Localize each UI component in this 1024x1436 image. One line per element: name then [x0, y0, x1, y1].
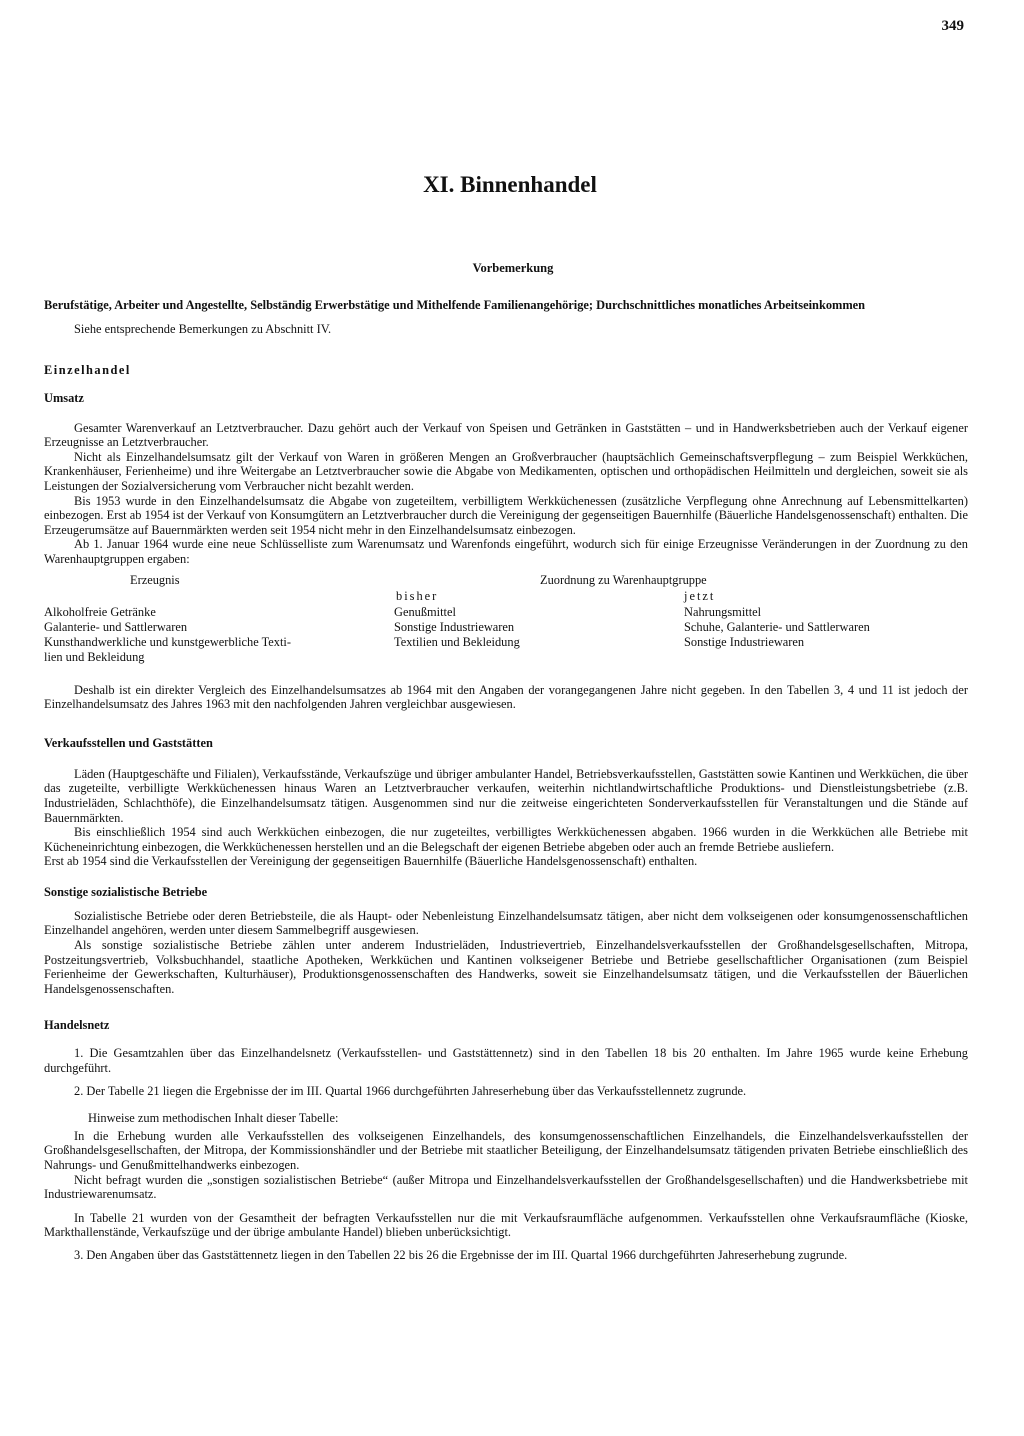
- table-header-bisher: bisher: [396, 588, 439, 603]
- page-number: 349: [941, 18, 964, 34]
- subsection-heading: Umsatz: [44, 390, 84, 405]
- table-header-jetzt: jetzt: [684, 588, 716, 603]
- document-page: [44, 16, 968, 1263]
- vorbemerkung-heading: Vorbemerkung: [472, 261, 554, 275]
- section-verkaufsstellen: [44, 736, 968, 869]
- subsection-heading: Hinweise zum methodischen Inhalt dieser Tabelle:: [88, 1111, 339, 1126]
- section-heading: Einzelhandel: [44, 362, 131, 377]
- paragraph: Siehe entsprechende Bemerkungen zu Abschnitt IV.: [74, 322, 332, 336]
- list-item: 3. Den Angaben über das Gaststättennetz liegen in den Tabellen 22 bis 26 die Ergebnisse der im III. Quartal 1966 durchgeführten Jahreserhebung zugrunde.: [74, 1247, 848, 1262]
- paragraph: Ab 1. Januar 1964 wurde eine neue Schlüsselliste zum Warenumsatz und Warenfonds eingeführt, wodurch sich für einige Erzeugnisse Veränderungen in der Zuordnung zu den Warenhauptgruppen ergaben:: [44, 537, 968, 566]
- list-item: 1. Die Gesamtzahlen über das Einzelhandelsnetz (Verkaufsstellen- und Gaststättennetz) sind in den Tabellen 18 bis 20 enthalten. Im Jahre 1965 wurde keine Erhebung durchgeführt.: [44, 1046, 968, 1076]
- table-cell: lien und Bekleidung: [44, 649, 145, 664]
- table-header-zuordnung: Zuordnung zu Warenhauptgruppe: [540, 572, 707, 587]
- paragraph: Deshalb ist ein direkter Vergleich des Einzelhandelsumsatzes ab 1964 mit den Angaben der vorangegangenen Jahre nicht gegeben. In den Tabellen 3, 4 und 11 ist jedoch der Einzelhandelsumsatz des Jahres 1963 mit den nachfolgenden Jahren vergleichbar ausgewiesen.: [44, 682, 968, 712]
- paragraph: Nicht befragt wurden die „sonstigen sozialistischen Betriebe“ (außer Mitropa und Einzelhandelsverkaufsstellen der Großhandelsgesellschaften) und die Handwerksbetriebe mit Industriewarenumsatz.: [44, 1172, 968, 1202]
- paragraph: Erst ab 1954 sind die Verkaufsstellen der Vereinigung der gegenseitigen Bauernhilfe (Bäuerliche Handelsgenossenschaft) enthalten.: [44, 854, 698, 869]
- table-cell: Alkoholfreie Getränke: [44, 604, 156, 619]
- paragraph: Als sonstige sozialistische Betriebe zählen unter anderem Industrieläden, Industrievertrieb, Einzelhandelsverkaufsstellen der Großhandelsgesellschaften, Mitropa, Postzeitungsvertrieb, Volksbuchhandel, staatliche Apotheken, Werkküchen und Kantinen volkseigener Betriebe und Betriebe gesellschaftlicher Organisationen (zum Beispiel Ferienheime der Gewerkschaften, Kulturhäuser), Produktionsgenossenschaften des Handwerks, soweit sie Einzelhandelsumsatz tätigen, und die Verkaufsstellen der Bäuerlichen Handelsgenossenschaften.: [44, 938, 968, 996]
- table-cell: Galanterie- und Sattlerwaren: [44, 619, 188, 634]
- section-berufstaetige: [44, 298, 968, 337]
- list-item: 2. Der Tabelle 21 liegen die Ergebnisse der im III. Quartal 1966 durchgeführten Jahreserhebung über das Verkaufsstellennetz zugrunde.: [74, 1083, 747, 1098]
- paragraph: Sozialistische Betriebe oder deren Betriebsteile, die als Haupt- oder Nebenleistung Einzelhandelsumsatz tätigen, aber nicht dem volkseigenen oder konsumgenossenschaftlichen Einzelhandel angehören, werden unter diesem Sammelbegriff ausgewiesen.: [44, 908, 968, 938]
- section-handelsnetz: [44, 1018, 968, 1262]
- section-heading: Handelsnetz: [44, 1018, 110, 1033]
- table-header-erzeugnis: Erzeugnis: [130, 572, 180, 587]
- table-cell: Sonstige Industriewaren: [394, 619, 515, 634]
- paragraph: In Tabelle 21 wurden von der Gesamtheit der befragten Verkaufsstellen nur die mit Verkaufsraumfläche aufgenommen. Verkaufsstellen ohne Verkaufsraumfläche (Kioske, Markthallenstände, Verkaufszüge und der übrige ambulante Handel) blieben unberücksichtigt.: [44, 1210, 968, 1240]
- table-cell: Schuhe, Galanterie- und Sattlerwaren: [684, 619, 870, 634]
- paragraph: In die Erhebung wurden alle Verkaufsstellen des volkseigenen Einzelhandels, des konsumgenossenschaftlichen Einzelhandels, die Einzelhandelsverkaufsstellen der Großhandelsgesellschaften, der Mitropa, der Kommissionshändler und der Betriebe mit staatlicher Beteiligung, der Einzelhandelsumsatz tätigenden privaten Betriebe einschließlich des Nahrungs- und Genußmittelhandwerks einbezogen.: [44, 1128, 968, 1172]
- table-cell: Genußmittel: [394, 604, 456, 619]
- paragraph: Läden (Hauptgeschäfte und Filialen), Verkaufsstände, Verkaufszüge und übriger ambulanter Handel, Betriebsverkaufsstellen, Gaststätten sowie Kantinen und Werkküchen, die über das zugeteilte, verbilligte Werkküchenessen hinaus Waren an Letztverbraucher verkaufen, weiterhin nichtlandwirtschaftliche Produktions- und Dienstleistungsbetriebe (z.B. Industrieläden, Schlachthöfe), die Einzelhandelsumsatz tätigen. Ausgenommen sind nur die zeitweise eingerichteten Sonderverkaufsstellen für Veranstaltungen und die Stände auf Bauernmärkten.: [44, 766, 968, 825]
- table-cell: Nahrungsmittel: [684, 604, 762, 619]
- chapter-title: XI. Binnenhandel: [423, 172, 597, 197]
- zuordnung-table: [44, 571, 968, 669]
- paragraph: Bis einschließlich 1954 sind auch Werkküchen einbezogen, die nur zugeteiltes, verbilligtes Werkküchenessen abgaben. 1966 wurden in die Werkküchen alle Betriebe mit Kücheneinrichtung einbezogen, die Werkküchenessen herstellen und an die Belegschaft der eigenen Betriebe abgeben oder auch an fremde Betriebe ausliefern.: [44, 825, 968, 854]
- section-einzelhandel: [44, 363, 968, 712]
- paragraph: Bis 1953 wurde in den Einzelhandelsumsatz die Abgabe von zugeteiltem, verbilligtem Werkküchenessen (zusätzliche Verpflegung ohne Anrechnung auf Lebensmittelkarten) einbezogen. Erst ab 1954 ist der Verkauf von Konsumgütern an Letztverbraucher durch die Vereinigung der gegenseitigen Bauernhilfe (Bäuerliche Handelsgenossenschaft) enthalten. Die Erzeugerumsätze auf Bauernmärkten werden seit 1954 nicht mehr in den Einzelhandelsumsatz einbezogen.: [44, 493, 968, 537]
- section-heading: Sonstige sozialistische Betriebe: [44, 884, 208, 899]
- paragraph: Gesamter Warenverkauf an Letztverbraucher. Dazu gehört auch der Verkauf von Speisen und Getränken in Gaststätten – und in Handwerksbetrieben auch der Verkauf eigener Erzeugnisse an Letztverbraucher.: [44, 420, 968, 450]
- table-cell: Sonstige Industriewaren: [684, 634, 805, 649]
- paragraph: Nicht als Einzelhandelsumsatz gilt der Verkauf von Waren in größeren Mengen an Großverbraucher (hauptsächlich Gemeinschaftsverpflegung – zum Beispiel Werkküchen, Krankenhäuser, Ferienheime) und ihre Weitergabe an Letztverbraucher sowie die Abgabe von Medikamenten, optischen und orthopädischen Heilmitteln und dergleichen, soweit sie als Leistungen der Sozialversicherung vom Verbraucher nicht bezahlt werden.: [44, 449, 968, 493]
- section-sonstige: [44, 885, 968, 997]
- table-cell: Kunsthandwerkliche und kunstgewerbliche Texti-: [44, 634, 291, 649]
- section-heading: Berufstätige, Arbeiter und Angestellte, Selbständig Erwerbstätige und Mithelfende Familienangehörige; Durchschnittliches monatliches Arbeitseinkommen: [44, 298, 866, 312]
- section-heading: Verkaufsstellen und Gaststätten: [44, 735, 213, 750]
- table-cell: Textilien und Bekleidung: [394, 634, 520, 649]
